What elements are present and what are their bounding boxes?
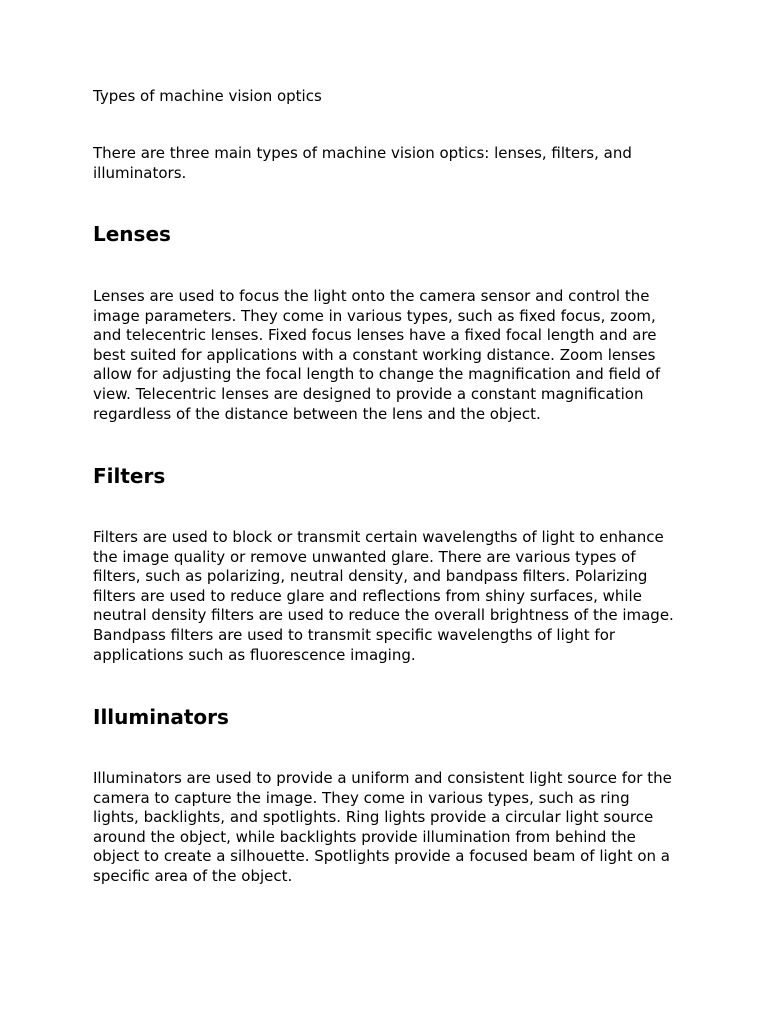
section-body-illuminators: Illuminators are used to provide a uniform and consistent light source for the camera to capture the image. They come in various types, such as ring lights, backlights, and spotlights. Ring lights provide a circular light source around the object, while backlights provide illumination from behind the object to create a silhouette. Spotlights provide a focused beam of light on a specific area of the object. — [93, 769, 672, 885]
section-heading-illuminators: Illuminators — [93, 705, 229, 729]
section-heading-filters: Filters — [93, 464, 166, 488]
section-body-lenses: Lenses are used to focus the light onto the camera sensor and control the image parameters. They come in various types, such as fixed focus, zoom, and telecentric lenses. Fixed focus lenses have a fixed focal length and are best suited for applications with a constant working distance. Zoom lenses allow for adjusting the focal length to change the magnification and field of view. Telecentric lenses are designed to provide a constant magnification regardless of the distance between the lens and the object. — [93, 287, 661, 423]
intro-paragraph: There are three main types of machine vision optics: lenses, filters, and illuminators. — [93, 144, 632, 182]
section-body-filters: Filters are used to block or transmit certain wavelengths of light to enhance the image quality or remove unwanted glare. There are various types of filters, such as polarizing, neutral density, and bandpass filters. Polarizing filters are used to reduce glare and reflections from shiny surfaces, while neutral density filters are used to reduce the overall brightness of the image. Bandpass filters are used to transmit specific wavelengths of light for applications such as fluorescence imaging. — [93, 528, 674, 664]
section-heading-lenses: Lenses — [93, 222, 171, 246]
document-title: Types of machine vision optics — [93, 87, 322, 105]
